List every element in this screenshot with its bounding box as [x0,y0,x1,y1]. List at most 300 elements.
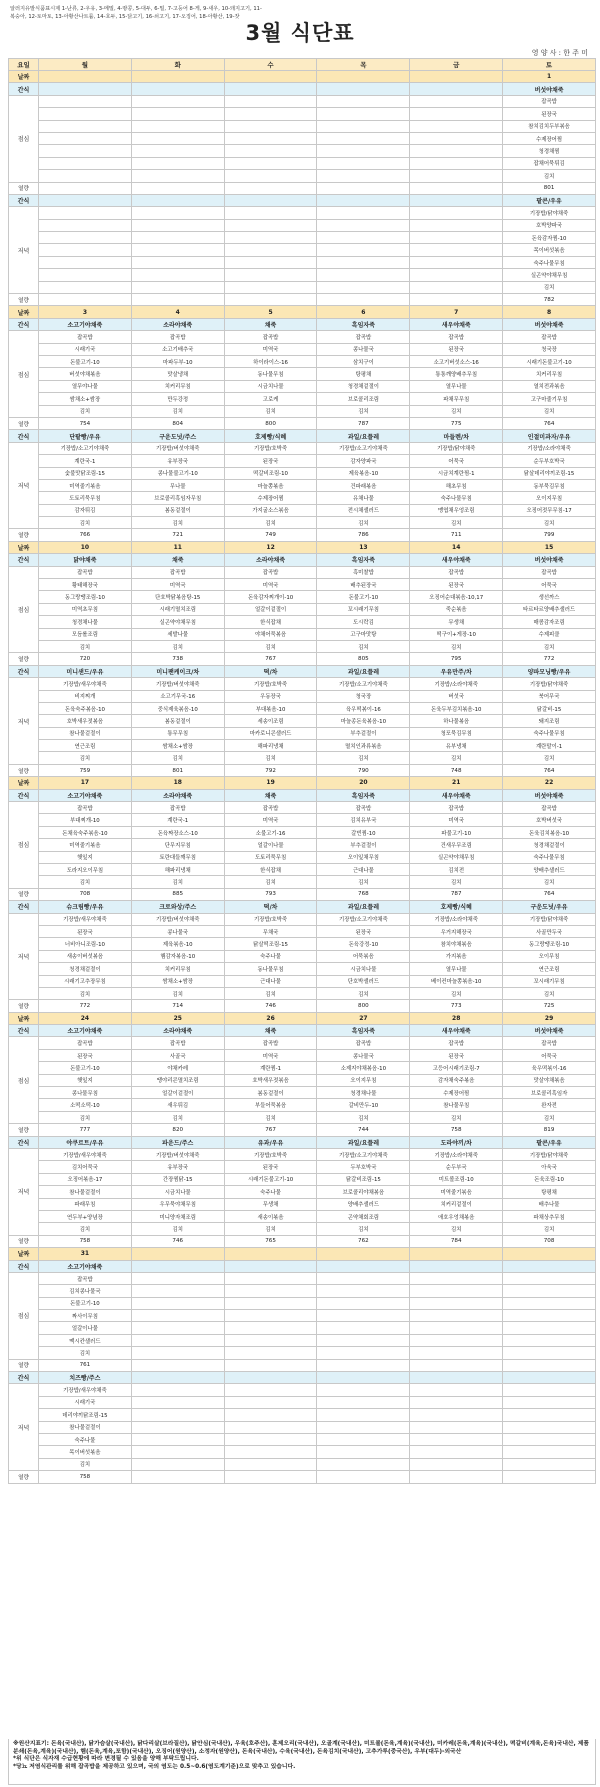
menu-item: 미역줄기볶음 [410,1186,503,1198]
snack-cell: 소고기야채죽 [39,318,132,330]
menu-item: 김치 [224,876,317,888]
menu-item [317,1322,410,1334]
menu-item: 돈불고기-10 [39,355,132,367]
snack-cell: 과일/요플레 [317,430,410,442]
snack-cell [317,1372,410,1384]
date-row [9,306,596,318]
menu-item: 김치 [39,640,132,652]
menu-item: 기장밥/버섯야채죽 [131,913,224,925]
menu-item [503,1310,596,1322]
menu-item: 간장찜닭-15 [131,1173,224,1185]
date-cell: 8 [503,306,596,318]
kcal-label: 열량 [9,182,39,194]
date-cell: 31 [39,1248,132,1260]
menu-item [410,132,503,144]
menu-item: 돈육숙주볶음-10 [39,702,132,714]
menu-item: 쌈채소+쌈장 [131,975,224,987]
menu-item [410,1310,503,1322]
menu-item: 꼬시래기무침 [317,603,410,615]
menu-item: 동그랑땡조림-10 [39,591,132,603]
lunch-row [9,603,596,615]
snack-cell: 버섯야채죽 [503,554,596,566]
menu-item: 브로콜리흑임자 [503,1087,596,1099]
menu-item: 김치 [317,987,410,999]
lunch-row [9,579,596,591]
menu-item: 김치 [317,876,410,888]
menu-item [131,1334,224,1346]
menu-item: 멸치인과류볶음 [317,740,410,752]
dinner-row [9,987,596,999]
menu-item: 오징어순대볶음-10,17 [410,591,503,603]
snack-cell: 흑임자죽 [317,1025,410,1037]
menu-item: 숙주나물무침 [503,851,596,863]
menu-item: 수제장어찜 [224,492,317,504]
menu-item: 소떡소떡-10 [39,1099,132,1111]
kcal-cell: 708 [39,888,132,900]
kcal-cell: 758 [410,1124,503,1136]
menu-item: 기장밥/소라야채죽 [503,442,596,454]
date-cell: 18 [131,777,224,789]
menu-item: 오징어볶음-17 [39,1173,132,1185]
menu-item: 청경채겉절이 [39,963,132,975]
lunch-kcal-row [9,182,596,194]
kcal-cell: 775 [410,417,503,429]
snack-cell: 호제빵/식혜 [410,901,503,913]
menu-item: 김치 [131,405,224,417]
menu-item: 맛살냉채 [131,368,224,380]
day-name: 금 [410,59,503,71]
menu-item: 아욱국 [503,1161,596,1173]
menu-item: 콩나물국 [317,343,410,355]
lunch-row [9,1347,596,1359]
dinner-row [9,678,596,690]
menu-item: 미역국 [224,343,317,355]
menu-item: 가지볶음 [410,950,503,962]
menu-item [410,157,503,169]
kcal-cell: 804 [131,417,224,429]
menu-item: 호박양파국 [503,219,596,231]
snack-cell: 소라야채죽 [131,1025,224,1037]
lunch-row [9,1272,596,1284]
lunch-row [9,1037,596,1049]
menu-item: 잡곡밥 [317,331,410,343]
menu-item: 김치 [503,281,596,293]
dinner-row [9,1148,596,1160]
kcal-cell: 767 [224,653,317,665]
menu-item [503,1322,596,1334]
menu-item [224,1334,317,1346]
menu-item: 어묵국 [503,579,596,591]
snack-cell: 채죽 [224,1025,317,1037]
menu-item: 우무묵야채무침 [131,1198,224,1210]
menu-item: 김치 [503,1223,596,1235]
menu-item [317,1446,410,1458]
menu-item: 브로콜리흑임자무침 [131,492,224,504]
menu-item: 사골국 [131,1049,224,1061]
lunch-row [9,616,596,628]
menu-item: 잡곡밥 [224,331,317,343]
menu-item: 잡곡밥 [410,1037,503,1049]
menu-item: 참나물겉절이 [39,727,132,739]
am-snack-row [9,789,596,801]
menu-item [317,281,410,293]
menu-item: 청경채찜 [503,145,596,157]
date-cell: 29 [503,1012,596,1024]
menu-item: 기장밥/새우야채죽 [39,678,132,690]
menu-item [317,145,410,157]
lunch-kcal-row [9,888,596,900]
kcal-cell: 764 [503,764,596,776]
kcal-cell [503,1471,596,1483]
menu-item: 얼갈이겉절이 [224,603,317,615]
menu-item: 기장밥/소고기야채죽 [317,442,410,454]
menu-item: 청국장 [317,690,410,702]
menu-item [317,1384,410,1396]
menu-item: 땡야리콘멸치조림 [131,1074,224,1086]
kcal-cell: 801 [503,182,596,194]
menu-item: 김치유부국 [317,814,410,826]
snack-cell: 단팥빵/우유 [39,430,132,442]
snack-cell [131,1260,224,1272]
menu-item: 김치 [410,876,503,888]
menu-item: 건파래볶음 [317,479,410,491]
kcal-cell: 885 [131,888,224,900]
snack-label: 간식 [9,1260,39,1272]
menu-item: 마늘종돈육볶음-10 [317,715,410,727]
snack-cell [131,83,224,95]
menu-item [410,170,503,182]
menu-item: 잡곡밥 [317,802,410,814]
menu-item: 새송이버섯볶음 [39,950,132,962]
menu-item: 얼갈이겉절이 [131,1087,224,1099]
menu-item: 김치 [503,405,596,417]
menu-item: 잡곡밥 [224,802,317,814]
menu-item: 고등어시래기조림-7 [410,1062,503,1074]
date-row [9,71,596,83]
menu-item: 김치 [503,752,596,764]
date-row [9,1012,596,1024]
kcal-cell [39,294,132,306]
menu-item: 하이라이스-16 [224,355,317,367]
menu-item: 돈육강정-10 [317,938,410,950]
snack-cell: 소고기야채죽 [39,789,132,801]
menu-item: 기장밥/새우야채죽 [39,1148,132,1160]
menu-item [39,207,132,219]
date-cell: 28 [410,1012,503,1024]
menu-item: 잡곡밥 [39,1272,132,1284]
menu-item: 계란찜-1 [224,1062,317,1074]
menu-item: 얼갈이나물 [39,1322,132,1334]
menu-item: 치커리겉절이 [410,1198,503,1210]
menu-item: 황태해장국 [39,579,132,591]
menu-item [131,95,224,107]
dinner-kcal-row [9,1235,596,1247]
dinner-row [9,1396,596,1408]
lunch-row [9,802,596,814]
menu-item: 탕평채 [503,1186,596,1198]
menu-item: 브로콜리조림 [317,393,410,405]
lunch-row [9,876,596,888]
menu-item: 감자양파국 [317,455,410,467]
menu-item: 잡채어묵튀김 [503,157,596,169]
menu-item: 김치 [410,1111,503,1123]
menu-item: 부추겉절이 [317,727,410,739]
menu-item: 중식제육볶음-10 [131,702,224,714]
kcal-label: 열량 [9,1359,39,1371]
snack-cell: 새우야채죽 [410,554,503,566]
menu-item [131,1458,224,1470]
kcal-cell [317,294,410,306]
menu-item [317,1297,410,1309]
dinner-row [9,1446,596,1458]
snack-cell: 크로와상/주스 [131,901,224,913]
menu-item [410,1409,503,1421]
lunch-row [9,355,596,367]
menu-item [224,269,317,281]
dinner-row [9,1186,596,1198]
kcal-cell: 777 [39,1124,132,1136]
snack-cell [410,1372,503,1384]
kcal-cell: 749 [224,529,317,541]
snack-cell: 양파모닝빵/우유 [503,665,596,677]
date-cell: 6 [317,306,410,318]
menu-item: 햇잎지 [39,851,132,863]
menu-item: 맹엽채우엉조림 [410,504,503,516]
menu-item: 오이잎채무침 [317,851,410,863]
menu-item: 콩나물국 [131,925,224,937]
menu-item: 된장국 [410,343,503,355]
dinner-row [9,1421,596,1433]
menu-item [131,170,224,182]
menu-item [224,95,317,107]
snack-label: 간식 [9,901,39,913]
kcal-cell [317,1359,410,1371]
menu-item [317,120,410,132]
menu-item [131,269,224,281]
menu-item [39,281,132,293]
menu-item [317,157,410,169]
date-cell: 12 [224,541,317,553]
snack-cell: 유과/우유 [224,1136,317,1148]
menu-item [317,132,410,144]
menu-item [503,1347,596,1359]
snack-label: 간식 [9,789,39,801]
dinner-row [9,975,596,987]
menu-item: 된장국 [410,579,503,591]
menu-item [224,108,317,120]
menu-item [39,170,132,182]
snack-cell: 구운도넛/주스 [131,430,224,442]
menu-item: 잡곡밥 [410,802,503,814]
menu-item: 시래기돈불고기-10 [503,355,596,367]
menu-item: 계란국-1 [131,814,224,826]
menu-item: 잡곡밥 [131,331,224,343]
day-name: 토 [503,59,596,71]
menu-item: 기장밥/닭야채죽 [503,913,596,925]
dinner-kcal-row [9,529,596,541]
menu-item: 김치 [39,752,132,764]
menu-item: 건새우무조림 [410,839,503,851]
menu-item [317,1285,410,1297]
date-cell: 14 [410,541,503,553]
menu-item: 수제장어찜 [410,1087,503,1099]
menu-item: 연두부+양념장 [39,1210,132,1222]
menu-item [224,1310,317,1322]
menu-item: 김치 [224,640,317,652]
menu-item: 미역국 [410,814,503,826]
day-name: 화 [131,59,224,71]
menu-item: 숙주나물 [39,1433,132,1445]
menu-item: 김치 [131,987,224,999]
menu-item: 기장밥/버섯야채죽 [131,442,224,454]
menu-item: 된장국 [224,455,317,467]
kcal-cell: 773 [410,1000,503,1012]
menu-item [131,1384,224,1396]
menu-item: 육우떡볶이-16 [317,702,410,714]
menu-item [410,281,503,293]
menu-item: 잡곡밥 [39,1037,132,1049]
menu-item: 동나물무침 [224,963,317,975]
menu-item: 기장밥/버섯야채죽 [131,678,224,690]
menu-item: 순두부호박국 [503,455,596,467]
lunch-row [9,405,596,417]
date-cell: 4 [131,306,224,318]
menu-item: 해파리냉채 [131,864,224,876]
snack-label: 간식 [9,430,39,442]
menu-item: 파불고기-10 [410,826,503,838]
kcal-cell [131,182,224,194]
menu-item: 유채나물 [317,492,410,504]
menu-item: 잡곡밥 [410,566,503,578]
menu-item: 오이무침 [503,950,596,962]
menu-item [39,95,132,107]
snack-cell: 버섯야채죽 [503,83,596,95]
date-cell: 21 [410,777,503,789]
menu-item: 버섯야채볶음 [39,368,132,380]
menu-item [39,269,132,281]
menu-item: 하나물볶음 [410,715,503,727]
menu-item [410,207,503,219]
menu-item: 된장국 [224,1161,317,1173]
dinner-label: 저녁 [9,442,39,529]
menu-item [410,1347,503,1359]
snack-cell: 채죽 [224,789,317,801]
menu-item: 잡곡밥 [503,566,596,578]
am-snack-row [9,1260,596,1272]
menu-item [317,207,410,219]
snack-cell: 팥콘/우유 [503,1136,596,1148]
snack-cell [39,194,132,206]
lunch-row [9,628,596,640]
date-cell: 13 [317,541,410,553]
kcal-cell: 800 [317,1000,410,1012]
lunch-kcal-row [9,1359,596,1371]
menu-item: 잡곡밥 [224,566,317,578]
kcal-cell: 772 [39,1000,132,1012]
menu-item [224,1446,317,1458]
snack-cell: 과일/요플레 [317,1136,410,1148]
menu-item: 김치 [39,1111,132,1123]
menu-item: 김치 [317,752,410,764]
menu-item: 우거지해장국 [410,925,503,937]
menu-item: 김치 [410,1223,503,1235]
menu-item: 맛살야채볶음 [503,1074,596,1086]
menu-item [410,256,503,268]
dietitian-name: 영 양 사 : 한 주 미 [531,49,588,57]
menu-item: 동나물무침 [224,368,317,380]
menu-item: 김치 [410,752,503,764]
menu-item: 야채어묵볶음 [224,628,317,640]
menu-item: 참나물무침 [410,1099,503,1111]
menu-item: 어묵국 [503,1049,596,1061]
menu-item: 죽순볶음 [410,603,503,615]
date-row [9,541,596,553]
header [0,0,600,58]
dinner-row [9,232,596,244]
menu-item: 김치 [224,517,317,529]
dinner-label: 저녁 [9,678,39,765]
kcal-cell: 792 [224,764,317,776]
menu-item [503,1421,596,1433]
kcal-cell: 748 [410,764,503,776]
menu-item [39,108,132,120]
menu-item: 기장밥/소고기야채죽 [317,1148,410,1160]
menu-item: 새우튀김 [131,1099,224,1111]
menu-item: 김치어묵국 [39,1161,132,1173]
menu-item: 김치 [224,1111,317,1123]
menu-item: 잡곡밥 [503,95,596,107]
menu-item [503,1285,596,1297]
dinner-row [9,1198,596,1210]
menu-item: 김치 [39,405,132,417]
lunch-label: 점심 [9,1272,39,1359]
kcal-cell [131,294,224,306]
menu-item: 파채무무침 [410,393,503,405]
menu-item: 김치 [317,517,410,529]
date-cell [39,71,132,83]
menu-item: 청경채겉절이 [503,839,596,851]
menu-item [131,1396,224,1408]
menu-item: 열무나물 [410,963,503,975]
kcal-cell [39,182,132,194]
menu-item [131,120,224,132]
snack-cell: 소라야채죽 [131,318,224,330]
lunch-row [9,157,596,169]
kcal-cell [503,1359,596,1371]
kcal-cell [224,294,317,306]
kcal-cell [131,1471,224,1483]
menu-item: 햄감자볶음-10 [131,950,224,962]
page-title: 3월 식단표 [245,21,355,45]
menu-item: 숙주나물 [224,1186,317,1198]
menu-item: 오징어젓무무침-17 [503,504,596,516]
menu-item: 기장밥/호박죽 [224,442,317,454]
menu-item [131,1433,224,1445]
lunch-row [9,380,596,392]
menu-item: 부대찌개-10 [39,814,132,826]
menu-item [317,232,410,244]
menu-item: 닭살떡조림-15 [224,938,317,950]
pm-snack-row [9,901,596,913]
snack-cell: 미니샌드/우유 [39,665,132,677]
menu-item: 베이컨마늘쫑볶음-10 [410,975,503,987]
menu-item [410,219,503,231]
menu-item [317,1458,410,1470]
date-cell: 26 [224,1012,317,1024]
kcal-cell: 761 [39,1359,132,1371]
menu-item: 청포묵김무침 [410,727,503,739]
menu-item: 김치 [131,752,224,764]
